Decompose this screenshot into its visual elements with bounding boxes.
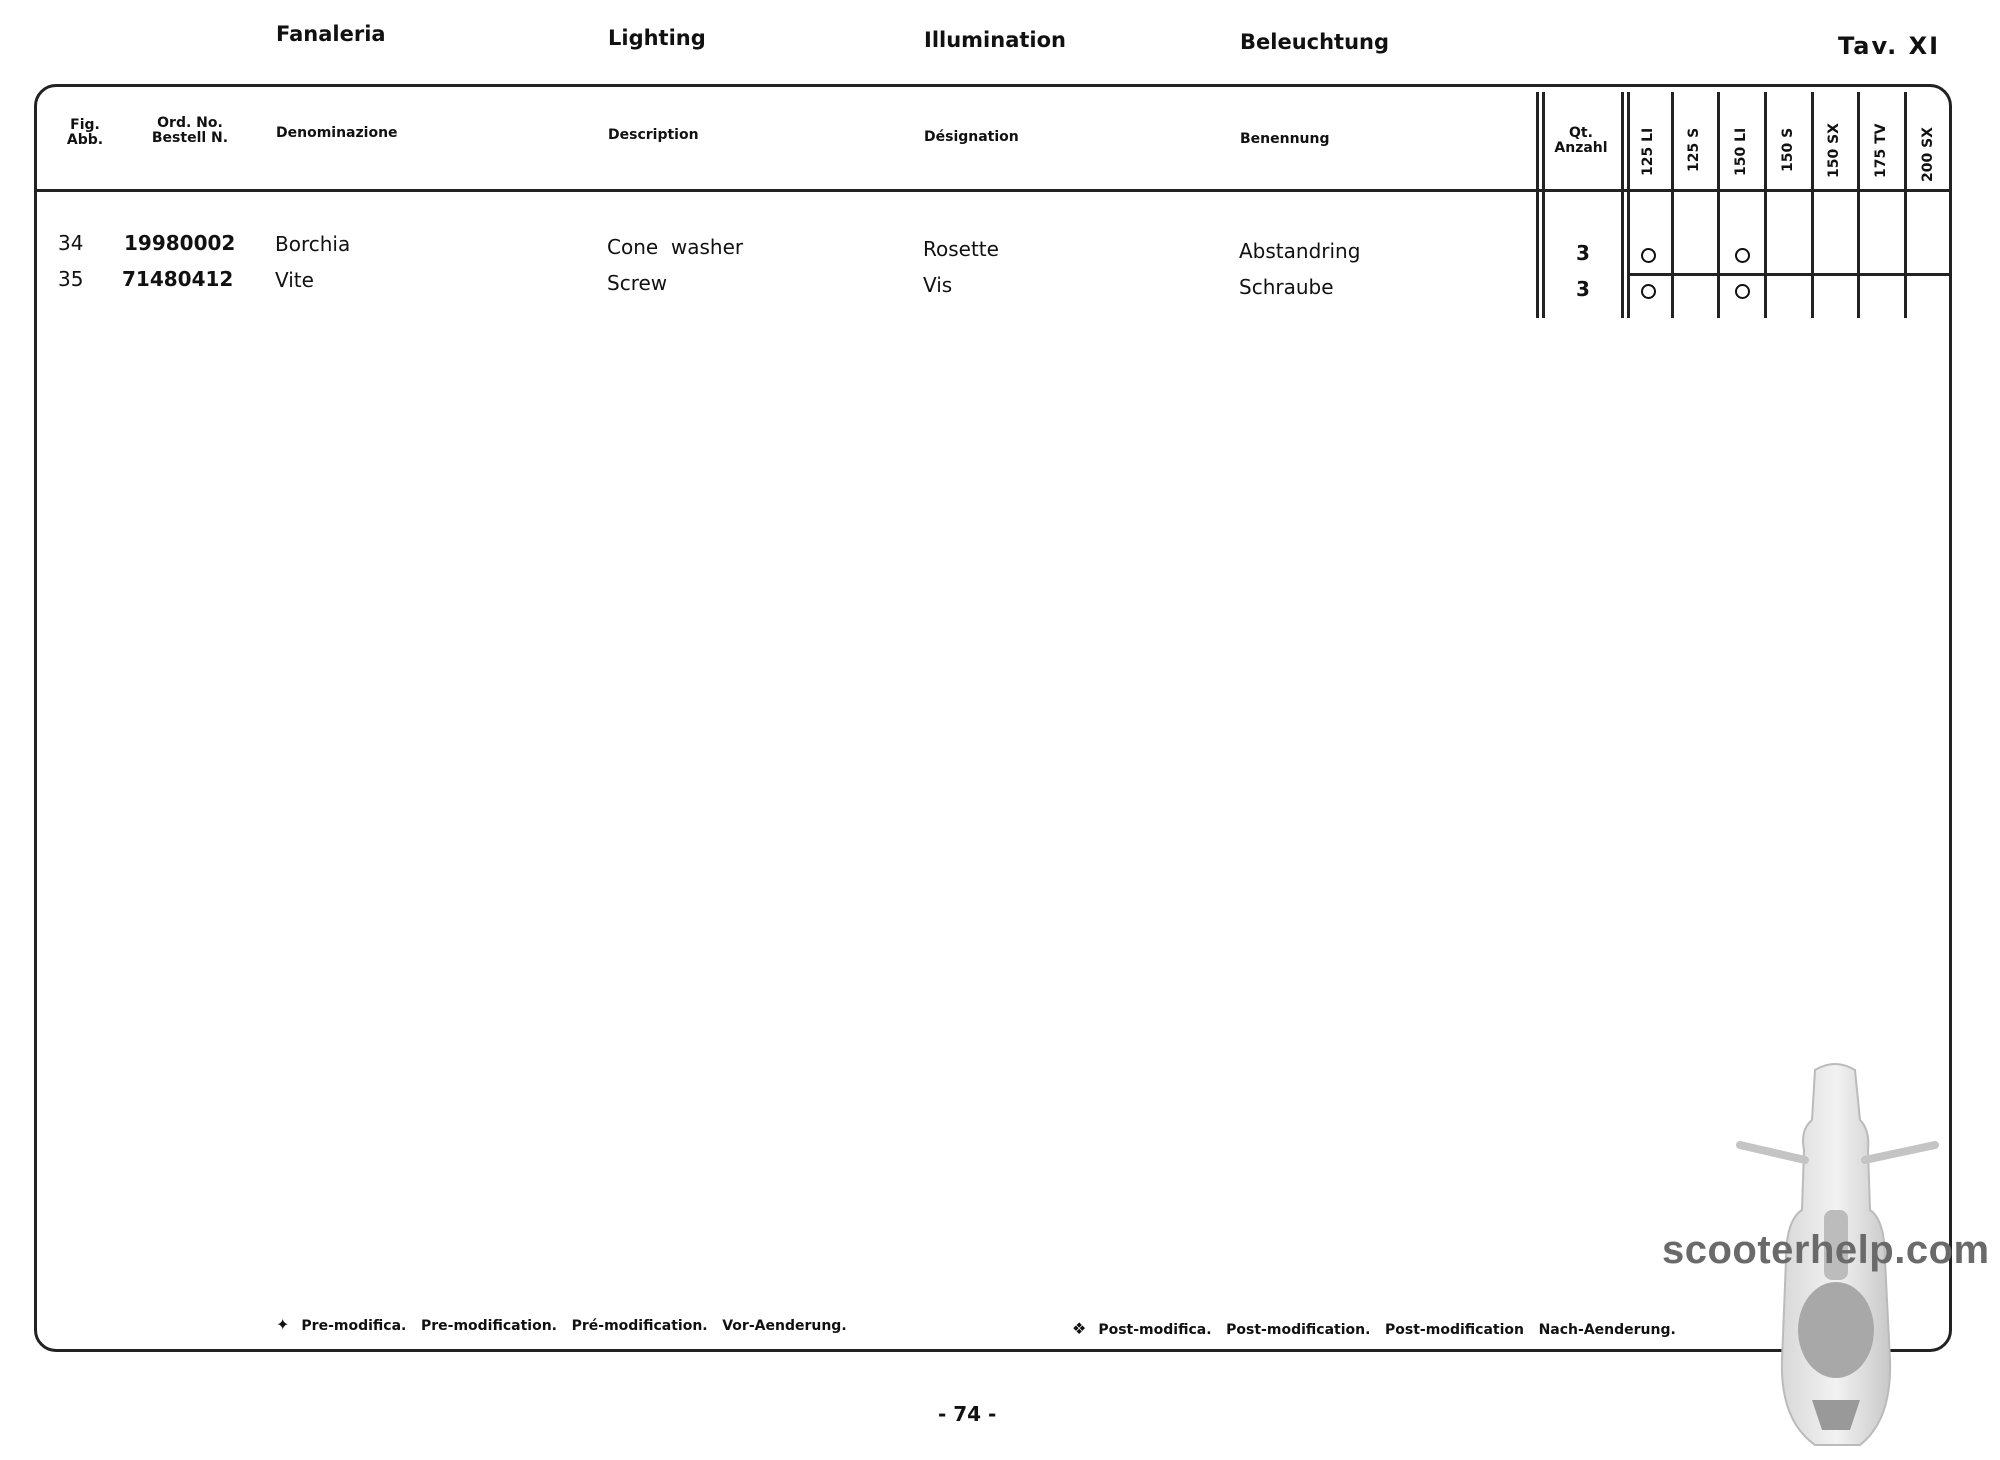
row-34-fig: 34 [58, 231, 84, 255]
header-designation: Désignation [924, 129, 1019, 145]
qty-left-double-line-a [1536, 92, 1539, 318]
title-german: Beleuchtung [1240, 30, 1390, 54]
model-header-150-li: 150 LI [1733, 127, 1749, 176]
header-quantity-line1: Qt. [1569, 125, 1593, 141]
title-italian: Fanaleria [276, 22, 386, 46]
model-col-line-6 [1904, 92, 1907, 318]
model-header-175-tv: 175 TV [1873, 123, 1889, 178]
row-34-quantity: 3 [1576, 241, 1590, 265]
header-divider [36, 189, 1950, 192]
row-35-italian: Vite [275, 268, 314, 292]
legend-post-modification [1072, 1319, 1676, 1338]
header-fig-line1: Fig. [70, 117, 100, 133]
row-34-order-number: 19980002 [124, 231, 236, 255]
legend-pre-modification [276, 1315, 847, 1334]
row-34-mark-150-li [1735, 248, 1750, 263]
legend-post-text: Post-modifica. Post-modification. Post-modification Nach-Aenderung. [1098, 1322, 1676, 1338]
model-header-125-li: 125 LI [1640, 127, 1656, 176]
model-header-150-sx: 150 SX [1826, 123, 1842, 178]
page-number: - 74 - [938, 1402, 997, 1426]
model-col-line-2 [1717, 92, 1720, 318]
header-denominazione: Denominazione [276, 125, 398, 141]
row-34-mark-125-li [1641, 248, 1656, 263]
row-34-english: Cone washer [607, 235, 744, 259]
row-35-mark-125-li [1641, 284, 1656, 299]
qty-right-double-line-b [1627, 92, 1630, 318]
model-header-125-s: 125 S [1686, 127, 1702, 172]
row-35-order-number: 71480412 [122, 267, 234, 291]
row-35-english: Screw [607, 271, 668, 295]
row-35-quantity: 3 [1576, 277, 1590, 301]
row-34-french: Rosette [923, 237, 999, 261]
row-35-fig: 35 [58, 267, 84, 291]
legend-pre-text: Pre-modifica. Pre-modification. Pré-modification. Vor-Aenderung. [301, 1318, 847, 1334]
qty-left-double-line-b [1542, 92, 1545, 318]
watermark-text: scooterhelp.com [1662, 1228, 1990, 1272]
title-french: Illumination [924, 28, 1066, 52]
model-grid-row-divider [1627, 273, 1949, 276]
four-point-star-icon: ✦ [276, 1315, 290, 1334]
model-header-150-s: 150 S [1780, 127, 1796, 172]
header-ord-line1: Ord. No. [157, 115, 223, 131]
model-header-200-sx: 200 SX [1920, 127, 1936, 182]
model-col-line-4 [1811, 92, 1814, 318]
header-fig-line2: Abb. [66, 132, 104, 148]
row-34-italian: Borchia [275, 232, 351, 256]
model-col-line-5 [1857, 92, 1860, 318]
header-ord [140, 116, 240, 146]
table-reference: Tav. XI [1838, 32, 1941, 60]
header-description: Description [608, 127, 699, 143]
row-35-french: Vis [923, 273, 953, 297]
qty-right-double-line-a [1621, 92, 1624, 318]
row-35-mark-150-li [1735, 284, 1750, 299]
four-diamond-icon: ❖ [1072, 1319, 1087, 1338]
header-quantity-line2: Anzahl [1554, 140, 1608, 156]
header-fig [60, 118, 110, 148]
header-ord-line2: Bestell N. [151, 130, 229, 146]
model-col-line-3 [1764, 92, 1767, 318]
header-quantity [1546, 126, 1616, 156]
row-35-german: Schraube [1239, 275, 1334, 299]
title-english: Lighting [608, 26, 706, 50]
model-col-line-1 [1671, 92, 1674, 318]
row-34-german: Abstandring [1239, 239, 1361, 263]
header-benennung: Benennung [1240, 131, 1330, 147]
